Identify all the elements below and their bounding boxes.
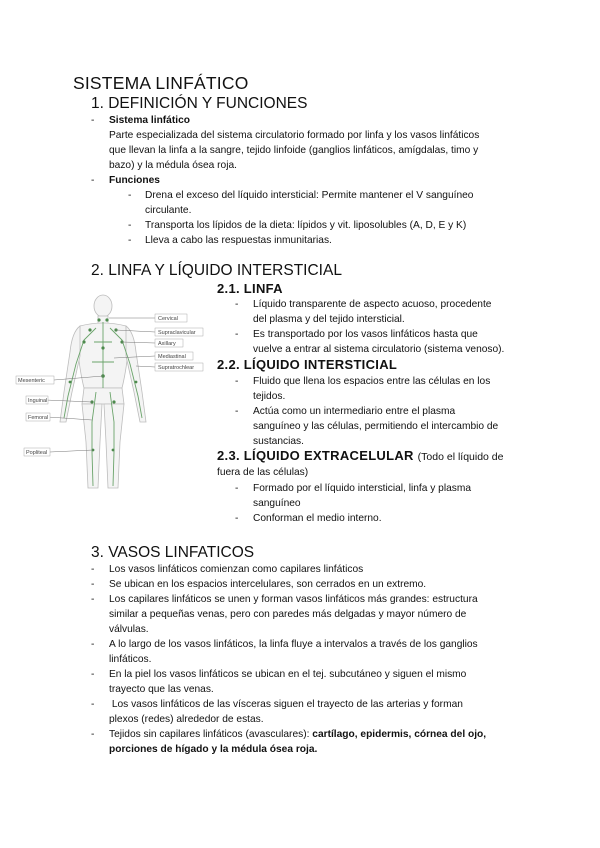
- vasos-b3-l2: similar a pequeñas venas, pero con paredes más delgadas y mayor número de: [109, 609, 467, 620]
- bullet-dash: -: [235, 329, 239, 340]
- subsection-2-3-heading: [217, 448, 503, 463]
- definition-line-2: que llevan la linfa a la sangre, tejido linfoide (ganglios linfáticos, amígdalas, timo y: [109, 145, 479, 156]
- subsection-2-3-note-l2: fuera de las células): [217, 467, 309, 478]
- vasos-b2: Se ubican en los espacios intercelulares, son cerrados en un extremo.: [109, 579, 427, 590]
- bullet-dash: -: [128, 220, 132, 231]
- subsection-2-1-heading: 2.1. LINFA: [217, 281, 283, 296]
- vasos-b1: Los vasos linfáticos comienzan como capilares linfáticos: [109, 564, 364, 575]
- bullet-dash: -: [91, 579, 95, 590]
- intersticial-b1-l2: tejidos.: [253, 391, 286, 402]
- intersticial-b1-l1: Fluido que llena los espacios entre las células en los: [253, 376, 491, 387]
- linfa-b1-l1: Líquido transparente de aspecto acuoso, procedente: [253, 299, 492, 310]
- intersticial-b2-l1: Actúa como un intermediario entre el plasma: [253, 406, 456, 417]
- vasos-b5-l1: En la piel los vasos linfáticos se ubican en el tej. subcutáneo y siguen el mismo: [109, 669, 467, 680]
- subsection-2-3-note-l1: (Todo el líquido de: [417, 451, 504, 463]
- extracelular-b1-l2: sanguíneo: [253, 498, 301, 509]
- bullet-dash: -: [91, 115, 95, 126]
- bullet-dash: -: [91, 699, 95, 710]
- section-1-heading: 1. DEFINICIÓN Y FUNCIONES: [91, 95, 308, 112]
- funcion-1-line-1: Drena el exceso del líquido intersticial: Permite mantener el V sanguíneo: [145, 190, 474, 201]
- bullet-dash: -: [235, 513, 239, 524]
- vasos-b7-l2: porciones de hígado y la médula ósea roja.: [109, 744, 318, 755]
- linfa-b2-l2: vuelve a entrar al sistema circulatorio (sistema venoso).: [253, 344, 505, 355]
- linfa-b1-l2: del plasma y del tejido intersticial.: [253, 314, 405, 325]
- bullet-dash: -: [235, 299, 239, 310]
- bullet-dash: -: [91, 564, 95, 575]
- vasos-b7-l1: [109, 727, 486, 742]
- extracelular-b1-l1: Formado por el líquido intersticial, linfa y plasma: [253, 483, 471, 494]
- bullet-dash: -: [235, 483, 239, 494]
- lymphatic-system-figure: [14, 292, 220, 502]
- vasos-b7-plain: Tejidos sin capilares linfáticos (avasculares):: [109, 729, 313, 740]
- label-mediastinal: Mediastinal: [158, 354, 186, 360]
- bullet-dash: -: [91, 639, 95, 650]
- extracelular-b2: Conforman el medio interno.: [253, 513, 382, 524]
- label-supraclavicular: Supraclavicular: [158, 330, 196, 336]
- vasos-b4-l2: linfáticos.: [109, 654, 152, 665]
- vasos-b3-l3: válvulas.: [109, 624, 149, 635]
- vasos-b4-l1: A lo largo de los vasos linfáticos, la linfa fluye a intervalos a través de los ganglios: [109, 639, 478, 650]
- intersticial-b2-l3: sustancias.: [253, 436, 304, 447]
- funciones-label: Funciones: [109, 175, 160, 186]
- subsection-2-3-title: 2.3. LÍQUIDO EXTRACELULAR: [217, 448, 414, 463]
- label-inguinal: Inguinal: [28, 398, 48, 404]
- label-supratrochlear: Supratrochlear: [158, 365, 195, 371]
- funcion-1-line-2: circulante.: [145, 205, 192, 216]
- bullet-dash: -: [128, 235, 132, 246]
- subsection-2-2-heading: 2.2. LÍQUIDO INTERSTICIAL: [217, 357, 398, 372]
- bullet-dash: -: [91, 729, 95, 740]
- sistema-linfatico-label: Sistema linfático: [109, 115, 190, 126]
- funcion-2: Transporta los lípidos de la dieta: lípidos y vit. liposolubles (A, D, E y K): [145, 220, 467, 231]
- definition-line-1: Parte especializada del sistema circulatorio formado por linfa y los vasos linfáticos: [109, 130, 480, 141]
- section-2-heading: 2. LINFA Y LÍQUIDO INTERSTICIAL: [91, 262, 342, 279]
- document-title: SISTEMA LINFÁTICO: [73, 73, 249, 93]
- bullet-dash: -: [235, 376, 239, 387]
- intersticial-b2-l2: sanguíneo y las células, permitiendo el intercambio de: [253, 421, 499, 432]
- definition-line-3: bazo) y la médula ósea roja.: [109, 160, 237, 171]
- vasos-b7-bold: cartílago, epidermis, córnea del ojo,: [312, 729, 487, 740]
- vasos-b6-l1: Los vasos linfáticos de las vísceras siguen el trayecto de las arterias y forman: [109, 699, 463, 710]
- vasos-b5-l2: trayecto que las venas.: [109, 684, 214, 695]
- vasos-b6-l2: plexos (redes) alrededor de estas.: [109, 714, 264, 725]
- label-popliteal: Popliteal: [26, 450, 48, 456]
- funcion-3: Lleva a cabo las respuestas inmunitarias.: [145, 235, 332, 246]
- label-axillary: Axillary: [158, 341, 176, 347]
- section-3-heading: 3. VASOS LINFATICOS: [91, 544, 255, 561]
- bullet-dash: -: [91, 594, 95, 605]
- bullet-dash: -: [91, 669, 95, 680]
- bullet-dash: -: [235, 406, 239, 417]
- bullet-dash: -: [91, 175, 95, 186]
- bullet-dash: -: [128, 190, 132, 201]
- vasos-b3-l1: Los capilares linfáticos se unen y forman vasos linfáticos más grandes: estructura: [109, 594, 478, 605]
- label-cervical: Cervical: [158, 316, 178, 322]
- label-mesenteric: Mesenteric: [18, 378, 45, 384]
- linfa-b2-l1: Es transportado por los vasos linfáticos hasta que: [253, 329, 478, 340]
- label-femoral: Femoral: [28, 415, 49, 421]
